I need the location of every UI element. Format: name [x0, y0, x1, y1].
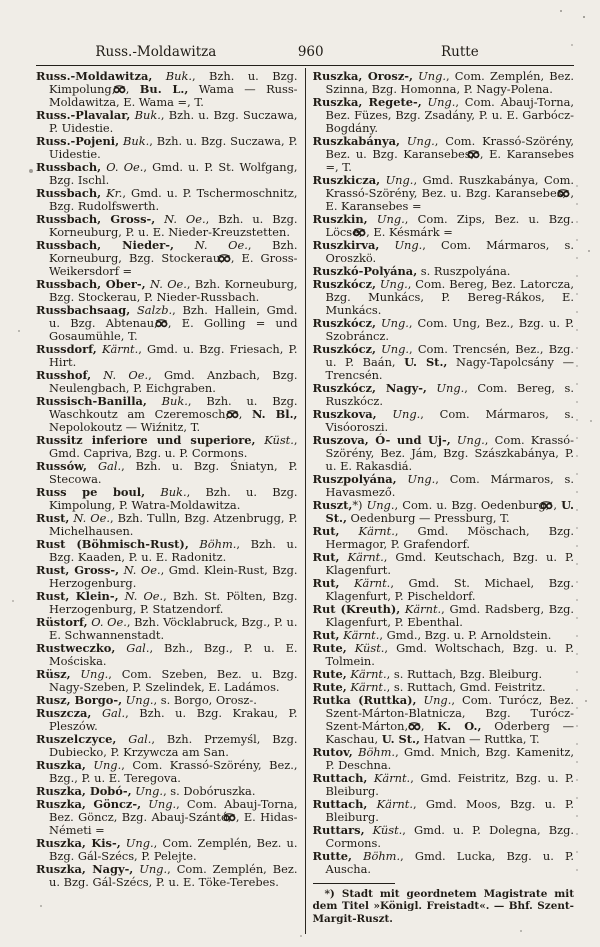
gazetteer-entry [36, 837, 298, 863]
entry-headword: Ruszka, Kis-, [36, 836, 121, 850]
gazetteer-entry [36, 161, 298, 187]
entry-region-abbrev: Ung. [122, 693, 154, 707]
entry-text: , Com. Abauj-Torna, Bez. Füzes, Bzg. Zsadány, P. u. E. Garbócz-Bogdány. [325, 95, 574, 135]
entry-headword: Ruszcza, [36, 706, 92, 720]
entry-text: , Gmd. Capriva, Bzg. u. P. Cormons. [49, 433, 298, 460]
entry-headword: Ruszova, Ó- und Uj-, [312, 433, 451, 447]
entry-headword: Ruszkicza, [312, 173, 381, 187]
footnote-rule [313, 883, 395, 884]
entry-text: Oedenburg — Pressburg, T. [346, 511, 510, 525]
entry-headword: Russów, [36, 459, 88, 473]
entry-text: , Bzh. St. Pölten, Bzg. Herzogenburg, P. Statzendorf. [49, 589, 298, 616]
entry-text: , Com. Mármaros, s. Oroszkö. [325, 238, 574, 265]
entry-text: , Com. Bereg, s. Ruszkócz. [325, 381, 574, 408]
entry-text: , Gmd. Lucka, Bzg. u. P. Auscha. [325, 849, 574, 876]
entry-region-abbrev: Buk. [130, 108, 161, 122]
entry-headword: Russbach, [36, 186, 102, 200]
entry-region-abbrev: Ung. [131, 784, 164, 798]
entry-region-abbrev: Küst. [255, 433, 294, 447]
entry-headword: Ruszkin, [312, 212, 368, 226]
entry-headword: Russbach, Gross-, [36, 212, 156, 226]
entry-region-abbrev: Ung. [396, 472, 436, 486]
entry-text: , Com. Zemplén, Bez. u. Bzg. Gál-Szécs, P. u. E. Töke-Terebes. [49, 862, 298, 889]
entry-region-abbrev: Kr. [101, 186, 123, 200]
entry-text: , Bzh., Bzg., P. u. E. Mościska. [49, 641, 298, 668]
gazetteer-entry [36, 278, 298, 304]
entry-text: , Com. u. Bzg. Oedenburg, [394, 498, 554, 512]
entry-text: , Bzh. u. Bzg. Śniatyn, P. Stecowa. [49, 459, 298, 486]
entry-headword: Rusz, Borgo-, [36, 693, 123, 707]
entry-text: , Bzh. u. Bzg. Korneuburg, P. u. E. Nieder-Kreuzstetten. [49, 212, 298, 239]
entry-headword: Ruszka, Regete-, [312, 95, 422, 109]
entry-text: , Bzh. Korneuburg, Bzg. Stockerau, [49, 238, 298, 265]
entry-text: , Com. Zips, Bez. u. Bzg. Löcse, [325, 212, 574, 239]
entry-text: , Bzh. u. Bzg. Suczawa, P. Uidestie. [49, 108, 298, 135]
entry-headword: Rust (Böhmisch-Rust), [36, 537, 189, 551]
entry-text: , E. Késmárk = [366, 225, 453, 239]
entry-headword: Ruszkócz, [312, 342, 376, 356]
entry-text: , E. Hidas-Németi = [49, 810, 298, 837]
entry-headword: Russbach, Ober-, [36, 277, 146, 291]
gazetteer-entry [36, 707, 298, 733]
header-keyword-left: Russ.-Moldawitza [95, 44, 217, 60]
entry-region-abbrev: Kärnt. [367, 797, 413, 811]
entry-text: , Gmd. u. P. St. Wolfgang, Bzg. Ischl. [49, 160, 298, 187]
two-column-text-block [36, 68, 574, 934]
entry-headword: Rut, [312, 550, 340, 564]
gazetteer-entry [36, 590, 298, 616]
entry-region-abbrev: Ung. [412, 69, 447, 83]
gazetteer-entry [36, 460, 298, 486]
entry-text: , Bzh. u. Bzg. Kimpolung, [49, 69, 298, 96]
entry-headword: Russdorf, [36, 342, 97, 356]
entry-region-abbrev: Buk. [146, 394, 188, 408]
gazetteer-entry [313, 824, 575, 850]
entry-region-abbrev: N. Oe. [118, 589, 164, 603]
entry-text: , Com. Szeben, Bez. u. Bzg. Nagy-Szeben, P. Szelindek, E. Ladámos. [49, 667, 298, 694]
entry-headword: Ruszelczyce, [36, 732, 117, 746]
entry-headword: Rute, [312, 641, 347, 655]
gazetteer-entry [36, 512, 298, 538]
entry-region-abbrev: Böhm. [351, 849, 401, 863]
entry-headword: Rut, [312, 628, 340, 642]
gazetteer-entry [313, 317, 575, 343]
entry-headword: Rutte, [312, 849, 352, 863]
entry-text: , Bzh. Przemyśl, Bzg. Dubiecko, P. Krzywcza am San. [49, 732, 298, 759]
entry-region-abbrev: Ung. [366, 498, 395, 512]
gazetteer-entry [36, 798, 298, 837]
scan-noise-speckles [0, 0, 2, 2]
entry-region-abbrev: N. Oe. [145, 277, 187, 291]
gazetteer-entry [36, 239, 298, 278]
entry-text: Wama — Russ-Moldawitza, E. Wama =, T. [49, 82, 298, 109]
entry-region-abbrev: Salzb. [130, 303, 173, 317]
gazetteer-entry [313, 96, 575, 135]
entry-text: , E. Golling = und Gosaumühle, T. [49, 316, 298, 343]
entry-region-abbrev: Ung. [380, 173, 414, 187]
gazetteer-entry [313, 434, 575, 473]
entry-region-abbrev: N. Oe. [174, 238, 248, 252]
gazetteer-entry [313, 525, 575, 551]
entry-text: , E. Karansebes = [325, 186, 574, 213]
entry-text: , Com. Abauj-Torna, Bez. Göncz, Bzg. Abauj-Szántó, [49, 797, 298, 824]
entry-region-abbrev: Ung. [133, 862, 168, 876]
gazetteer-entry [313, 499, 575, 525]
entry-headword: Russitz inferiore und superiore, [36, 433, 256, 447]
gazetteer-entry [36, 135, 298, 161]
entry-region-abbrev: Böhm. [188, 537, 237, 551]
header-rule [36, 65, 574, 66]
entry-text: , Com. Bereg, Bez. Latorcza, Bzg. Munkács, P. Bereg-Rákos, E. Munkács. [325, 277, 574, 317]
entry-headword: U. St., [404, 355, 448, 369]
entry-text: Hatvan — Ruttka, T. [419, 732, 540, 746]
entry-text: , Com. Krassó-Szörény, Bez., Bzg., P. u. E. Teregova. [49, 758, 298, 785]
entry-headword: Ruszkó-Polyána, [312, 264, 418, 278]
entry-text: , s. Ruttach, Bzg. Bleiburg. [386, 667, 543, 681]
entry-region-abbrev: Kärnt. [339, 524, 395, 538]
gazetteer-entry [313, 746, 575, 772]
entry-region-abbrev: Kärnt. [339, 628, 380, 642]
gazetteer-entry [313, 551, 575, 577]
entry-text: , Gmd. St. Michael, Bzg. Klagenfurt, P. Pischeldorf. [325, 576, 574, 603]
entry-headword: Rut (Kreuth), [312, 602, 401, 616]
entry-region-abbrev: O. Oe. [101, 160, 144, 174]
gazetteer-entry [36, 395, 298, 434]
entry-headword: Ruttach, [312, 771, 368, 785]
entry-headword: Rute, [312, 680, 347, 694]
entry-text: , Gmd. Moos, Bzg. u. P. Bleiburg. [325, 797, 574, 824]
gazetteer-entry [313, 408, 575, 434]
entry-region-abbrev: Gal. [116, 732, 152, 746]
entry-region-abbrev: Kärnt. [367, 771, 411, 785]
entry-region-abbrev: Ung. [85, 758, 122, 772]
entry-headword: Ruszkócz, Nagy-, [312, 381, 427, 395]
entry-region-abbrev: Gal. [87, 459, 122, 473]
entry-region-abbrev: Buk. [145, 485, 187, 499]
entry-region-abbrev: Böhm. [352, 745, 396, 759]
entry-text: Oderberg — Kaschau, [325, 719, 574, 746]
entry-region-abbrev: Ung. [120, 836, 154, 850]
gazetteer-entry [313, 70, 575, 96]
entry-region-abbrev: N. Oe. [155, 212, 206, 226]
entry-text: , Gmd. Möschach, Bzg. Hermagor, P. Grafendorf. [325, 524, 574, 551]
entry-text: *) [352, 498, 367, 512]
gazetteer-entry [36, 668, 298, 694]
gazetteer-entry [313, 772, 575, 798]
entry-text: , Gmd. Anzbach, Bzg. Neulengbach, P. Eichgraben. [49, 368, 298, 395]
entry-region-abbrev: Kärnt. [96, 342, 139, 356]
entry-region-abbrev: Ung. [70, 667, 109, 681]
entry-region-abbrev: Ung. [450, 433, 485, 447]
entry-region-abbrev: N. Oe. [119, 563, 161, 577]
entry-headword: Ruszpolyána, [312, 472, 397, 486]
gazetteer-entry [313, 642, 575, 668]
footnote [313, 888, 575, 925]
entry-text: , Gmd. Feistritz, Bzg. u. P. Bleiburg. [325, 771, 574, 798]
entry-headword: Bu. L., [139, 82, 189, 96]
gazetteer-entry [36, 616, 298, 642]
entry-headword: Rut, [312, 524, 340, 538]
entry-headword: Ruszkócz, [312, 277, 376, 291]
entry-text: , Bzh. u. Bzg. Suczawa, P. Uidestie. [49, 134, 298, 161]
entry-headword: Rust, Gross-, [36, 563, 120, 577]
entry-headword: Rust, Klein-, [36, 589, 119, 603]
entry-headword: Ruszkirva, [312, 238, 380, 252]
entry-region-abbrev: Ung. [376, 342, 410, 356]
entry-text: , Com. Krassó-Szörény, Bez. u. Bzg. Karansebes, [325, 134, 574, 161]
gazetteer-entry [36, 213, 298, 239]
gazetteer-entry [313, 135, 575, 174]
entry-region-abbrev: Kärnt. [400, 602, 442, 616]
entry-headword: Russhof, [36, 368, 92, 382]
entry-text: , s. Borgo, Orosz-. [153, 693, 257, 707]
entry-text: , Gmd. Mnich, Bzg. Kamenitz, P. Deschna. [325, 745, 574, 772]
entry-region-abbrev: O. Oe. [87, 615, 127, 629]
entry-headword: Russbach, [36, 160, 102, 174]
entry-text: , Gmd. Radsberg, Bzg. Klagenfurt, P. Ebenthal. [325, 602, 574, 629]
entry-text: , Com. Zemplén, Bez. u. Bzg. Gál-Szécs, P. Pelejte. [49, 836, 298, 863]
entry-text: , Com. Zemplén, Bez. Szinna, Bzg. Homonna, P. Nagy-Polena. [325, 69, 574, 96]
entry-text: , [420, 719, 438, 733]
right-column [313, 68, 575, 934]
entry-headword: Ruszt, [312, 498, 353, 512]
entry-text: , Gmd. Woltschach, Bzg. u. P. Tolmein. [325, 641, 574, 668]
entry-region-abbrev: Küst. [346, 641, 385, 655]
entry-headword: Russ.-Pojeni, [36, 134, 120, 148]
entry-text: , Bzh. u. Bzg. Kaaden, P. u. E. Radonitz. [49, 537, 298, 564]
gazetteer-entry [313, 577, 575, 603]
running-header [36, 44, 574, 60]
footnote-text: Stadt mit geordnetem Magistrate mit dem Titel »Königl. Freistadt«. — Bhf. Szent-Margit-Ruszt. [312, 888, 574, 925]
entry-region-abbrev: Ung. [376, 407, 421, 421]
entry-headword: Rüsz, [36, 667, 71, 681]
page-number: 960 [297, 44, 324, 60]
entry-region-abbrev: Kärnt. [346, 667, 387, 681]
entry-headword: Rut, [312, 576, 340, 590]
gazetteer-entry [36, 187, 298, 213]
entry-text: Nepolokoutz — Wiźnitz, T. [49, 420, 201, 434]
entry-region-abbrev: N. Oe. [69, 511, 111, 525]
gazetteer-entry [313, 278, 575, 317]
gazetteer-entry [313, 174, 575, 213]
gazetteer-entry [313, 694, 575, 746]
gazetteer-entry [313, 473, 575, 499]
right-column-entries [313, 70, 575, 876]
gazetteer-entry [36, 343, 298, 369]
entry-headword: Russbach, Nieder-, [36, 238, 174, 252]
gazetteer-entry [313, 850, 575, 876]
gazetteer-entry [313, 798, 575, 824]
entry-text: , Com. Turócz, Bez. Szent-Márton-Blatnicza, Bzg. Turócz-Szent-Márton, [325, 693, 574, 733]
column-divider-rule [305, 68, 306, 934]
entry-region-abbrev: Ung. [416, 693, 452, 707]
entry-text: , Bzh. Vöcklabruck, Bzg., P. u. E. Schwannenstadt. [49, 615, 298, 642]
entry-text: , Com. Ung, Bez., Bzg. u. P. Szobráncz. [325, 316, 574, 343]
entry-text: s. Ruszpolyána. [417, 264, 511, 278]
gazetteer-entry [313, 343, 575, 382]
entry-text: , Bzh. u. Bzg. Waschkoutz am Czeremosch, [49, 394, 298, 421]
entry-region-abbrev: Ung. [379, 238, 423, 252]
entry-text: , E. Gross-Weikersdorf = [49, 251, 298, 278]
entry-headword: Russbachsaag, [36, 303, 131, 317]
entry-headword: Rute, [312, 667, 347, 681]
entry-headword: U. St., [325, 498, 574, 525]
gazetteer-entry [313, 213, 575, 239]
entry-headword: Russ pe boul, [36, 485, 146, 499]
entry-region-abbrev: Buk. [152, 69, 193, 83]
left-column-entries [36, 70, 298, 889]
entry-region-abbrev: N. Oe. [91, 368, 149, 382]
gazetteer-entry [313, 239, 575, 265]
entry-headword: Rust, [36, 511, 70, 525]
entry-text: , Com. Mármaros, s. Visóoroszi. [325, 407, 574, 434]
entry-headword: Ruszka, Orosz-, [312, 69, 413, 83]
footnote-marker: *) [324, 888, 335, 900]
entry-headword: Russ.-Plavalar, [36, 108, 131, 122]
entry-text: , Bzh. u. Bzg. Krakau, P. Pleszów. [49, 706, 298, 733]
entry-text: , Bzh. Korneuburg, Bzg. Stockerau, P. Nieder-Russbach. [49, 277, 298, 304]
entry-headword: Ruszka, Nagy-, [36, 862, 134, 876]
gazetteer-entry [36, 109, 298, 135]
entry-region-abbrev: Ung. [376, 277, 408, 291]
entry-region-abbrev: Ung. [426, 381, 465, 395]
entry-text: , Com. Krassó-Szörény, Bez. Jám, Bzg. Szászkabánya, P. u. E. Rakasdiá. [325, 433, 574, 473]
entry-region-abbrev: Ung. [421, 95, 456, 109]
left-column [36, 68, 298, 934]
entry-region-abbrev: Ung. [400, 134, 435, 148]
entry-region-abbrev: Kärnt. [339, 550, 384, 564]
entry-headword: K. O., [437, 719, 482, 733]
gazetteer-entry [313, 382, 575, 408]
entry-text: , s. Dobóruszka. [163, 784, 256, 798]
entry-headword: Rustweczko, [36, 641, 116, 655]
entry-headword: Ruszka, Dobó-, [36, 784, 132, 798]
entry-headword: N. Bl., [252, 407, 298, 421]
entry-headword: Ruszkova, [312, 407, 377, 421]
entry-text: , Com. Mármaros, s. Havasmező. [325, 472, 574, 499]
entry-text: , [553, 498, 562, 512]
entry-region-abbrev: Kärnt. [339, 576, 391, 590]
gazetteer-entry [36, 486, 298, 512]
entry-region-abbrev: Küst. [364, 823, 403, 837]
gazetteer-entry [36, 642, 298, 668]
entry-headword: Ruszka, Göncz-, [36, 797, 142, 811]
entry-headword: Ruszka, [36, 758, 86, 772]
gazetteer-entry [36, 759, 298, 785]
gazetteer-entry [36, 304, 298, 343]
entry-region-abbrev: Gal. [115, 641, 150, 655]
gazetteer-entry [36, 863, 298, 889]
entry-text: , Gmd. Keutschach, Bzg. u. P. Klagenfurt. [325, 550, 574, 577]
entry-text: Nagy-Tapolcsány — Trencsén. [325, 355, 574, 382]
entry-region-abbrev: Buk. [119, 134, 150, 148]
scan-edge-artifacts [576, 185, 578, 875]
gazetteer-entry [36, 733, 298, 759]
entry-region-abbrev: Gal. [91, 706, 126, 720]
entry-region-abbrev: Ung. [367, 212, 405, 226]
entry-headword: Ruttars, [312, 823, 365, 837]
entry-text: , Bzh. Hallein, Gmd. u. Bzg. Abtenau, [49, 303, 298, 330]
entry-text: , [125, 82, 140, 96]
entry-text: , E. Karansebes =, T. [325, 147, 574, 174]
entry-headword: Ruttach, [312, 797, 368, 811]
entry-headword: Rutov, [312, 745, 353, 759]
entry-text: , Bzh. u. Bzg. Kimpolung, P. Watra-Moldawitza. [49, 485, 298, 512]
gazetteer-entry [36, 538, 298, 564]
gazetteer-entry [36, 434, 298, 460]
entry-text: , Gmd. Ruszkabánya, Com. Krassó-Szörény, Bez. u. Bzg. Karansebes, [325, 173, 574, 200]
entry-region-abbrev: Ung. [141, 797, 177, 811]
entry-text: , Gmd. Klein-Rust, Bzg. Herzogenburg. [49, 563, 298, 590]
entry-text: , Bzh. Tulln, Bzg. Atzenbrugg, P. Michelhausen. [49, 511, 298, 538]
entry-text: , [238, 407, 252, 421]
entry-headword: Ruszkabánya, [312, 134, 400, 148]
entry-region-abbrev: Ung. [376, 316, 409, 330]
gazetteer-entry [313, 603, 575, 629]
entry-text: , Gmd., Bzg. u. P. Arnoldstein. [379, 628, 552, 642]
gazetteer-entry [36, 369, 298, 395]
header-keyword-right: Rutte [441, 44, 479, 60]
entry-text: , Com. Trencsén, Bez., Bzg. u. P. Baán, [325, 342, 574, 369]
entry-text: , Gmd. u. P. Dolegna, Bzg. Cormons. [325, 823, 574, 850]
entry-text: , s. Ruttach, Gmd. Feistritz. [386, 680, 546, 694]
entry-headword: Russisch-Banilla, [36, 394, 147, 408]
entry-headword: Russ.-Moldawitza, [36, 69, 153, 83]
entry-headword: U. St., [381, 732, 420, 746]
entry-text: , Gmd. u. Bzg. Friesach, P. Hirt. [49, 342, 298, 369]
gazetteer-entry [36, 564, 298, 590]
entry-headword: Rüstorf, [36, 615, 88, 629]
entry-region-abbrev: Kärnt. [346, 680, 387, 694]
entry-headword: Ruszkócz, [312, 316, 376, 330]
gazetteer-entry [36, 70, 298, 109]
entry-headword: Rutka (Ruttka), [312, 693, 417, 707]
entry-text: , Gmd. u. P. Tschermoschnitz, Bzg. Rudolfswerth. [49, 186, 298, 213]
